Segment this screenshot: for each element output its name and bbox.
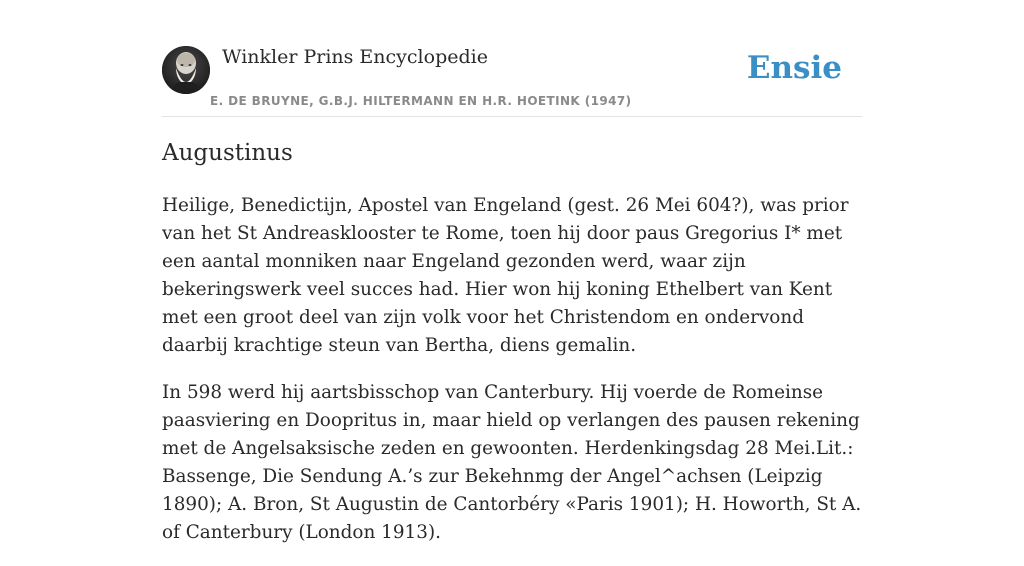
bearded-man-portrait-icon [162,46,210,94]
paragraph: Heilige, Benedictijn, Apostel van Engeland (gest. 26 Mei 604?), was prior van het St Andreasklooster te Rome, toen hij door paus Gregorius I* met een aantal monniken naar Engeland gezonden werd, waar zijn bekeringswerk veel succes had. Hier won hij koning Ethelbert van Kent met een groot deel van zijn volk voor het Christendom en ondervond daarbij krachtige steun van Bertha, diens gemalin. [162,195,849,356]
authors-line: E. DE BRUYNE, G.B.J. HILTERMANN EN H.R. HOETINK (1947) [210,94,632,108]
publication-title[interactable]: Winkler Prins Encyclopedie [222,46,488,68]
paragraph: In 598 werd hij aartsbisschop van Canterbury. Hij voerde de Romeinse paasviering en Doopritus in, maar hield op verlangen des pausen rekening met de Angelsaksische zeden en gewoonten. Herdenkingsdag 28 Mei.Lit.: Bassenge, Die Sendung A.’s zur Bekehnmg der Angel^achsen (Leipzig 1890); A. Bron, St Augustin de Cantorbéry «Paris 1901); H. Howorth, St A. of Canterbury (London 1913). [162,382,862,543]
site-header [162,0,862,117]
article-body [162,192,872,566]
page [162,0,862,543]
ensie-logo[interactable]: Ensie [746,50,842,86]
author-avatar[interactable] [162,46,210,94]
article-title: Augustinus [162,140,293,166]
